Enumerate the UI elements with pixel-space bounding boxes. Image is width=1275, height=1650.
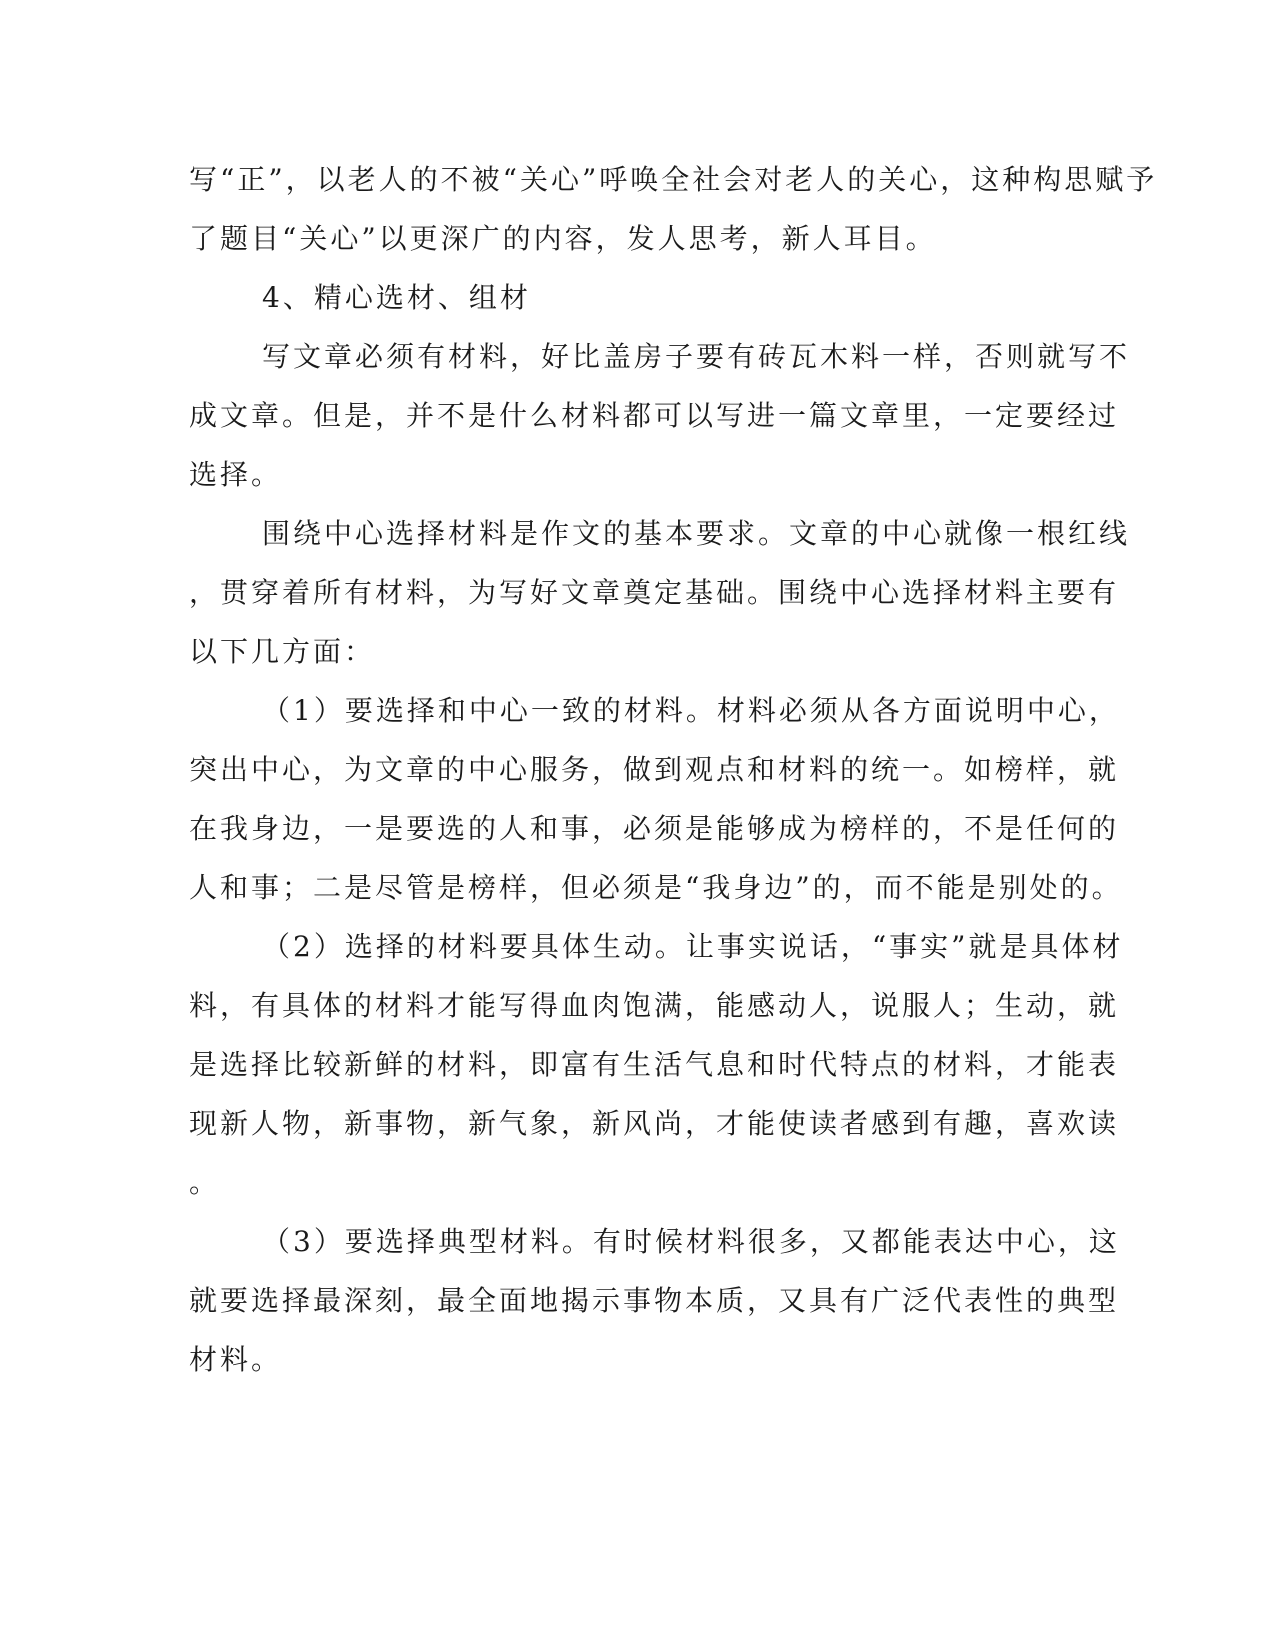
text-line: 就要选择最深刻，最全面地揭示事物本质，又具有广泛代表性的典型 bbox=[189, 1284, 1120, 1317]
text-line: 在我身边，一是要选的人和事，必须是能够成为榜样的，不是任何的 bbox=[189, 812, 1120, 845]
text-line: 写“正”，以老人的不被“关心”呼唤全社会对老人的关心，这种构思赋予 bbox=[189, 163, 1158, 196]
text-line: 材料。 bbox=[189, 1343, 283, 1376]
text-line: （2）选择的材料要具体生动。让事实说话，“事实”就是具体材 bbox=[262, 930, 1124, 963]
text-line: （1）要选择和中心一致的材料。材料必须从各方面说明中心， bbox=[262, 694, 1120, 727]
text-line: 围绕中心选择材料是作文的基本要求。文章的中心就像一根红线 bbox=[262, 517, 1131, 550]
text-line: ，贯穿着所有材料，为写好文章奠定基础。围绕中心选择材料主要有 bbox=[189, 576, 1120, 609]
section-heading: 4、精心选材、组材 bbox=[262, 281, 531, 314]
text-line: （3）要选择典型材料。有时候材料很多，又都能表达中心，这 bbox=[262, 1225, 1120, 1258]
text-line: 人和事；二是尽管是榜样，但必须是“我身边”的，而不能是别处的。 bbox=[189, 871, 1123, 904]
text-line: 是选择比较新鲜的材料，即富有生活气息和时代特点的材料，才能表 bbox=[189, 1048, 1120, 1081]
text-line: 。 bbox=[189, 1166, 221, 1199]
text-line: 以下几方面： bbox=[189, 635, 376, 668]
text-line: 了题目“关心”以更深广的内容，发人思考，新人耳目。 bbox=[189, 222, 937, 255]
text-line: 突出中心，为文章的中心服务，做到观点和材料的统一。如榜样，就 bbox=[189, 753, 1120, 786]
text-line: 成文章。但是，并不是什么材料都可以写进一篇文章里，一定要经过 bbox=[189, 399, 1120, 432]
text-line: 选择。 bbox=[189, 458, 283, 491]
text-line: 现新人物，新事物，新气象，新风尚，才能使读者感到有趣，喜欢读 bbox=[189, 1107, 1120, 1140]
text-line: 写文章必须有材料，好比盖房子要有砖瓦木料一样，否则就写不 bbox=[262, 340, 1131, 373]
text-line: 料，有具体的材料才能写得血肉饱满，能感动人，说服人；生动，就 bbox=[189, 989, 1120, 1022]
